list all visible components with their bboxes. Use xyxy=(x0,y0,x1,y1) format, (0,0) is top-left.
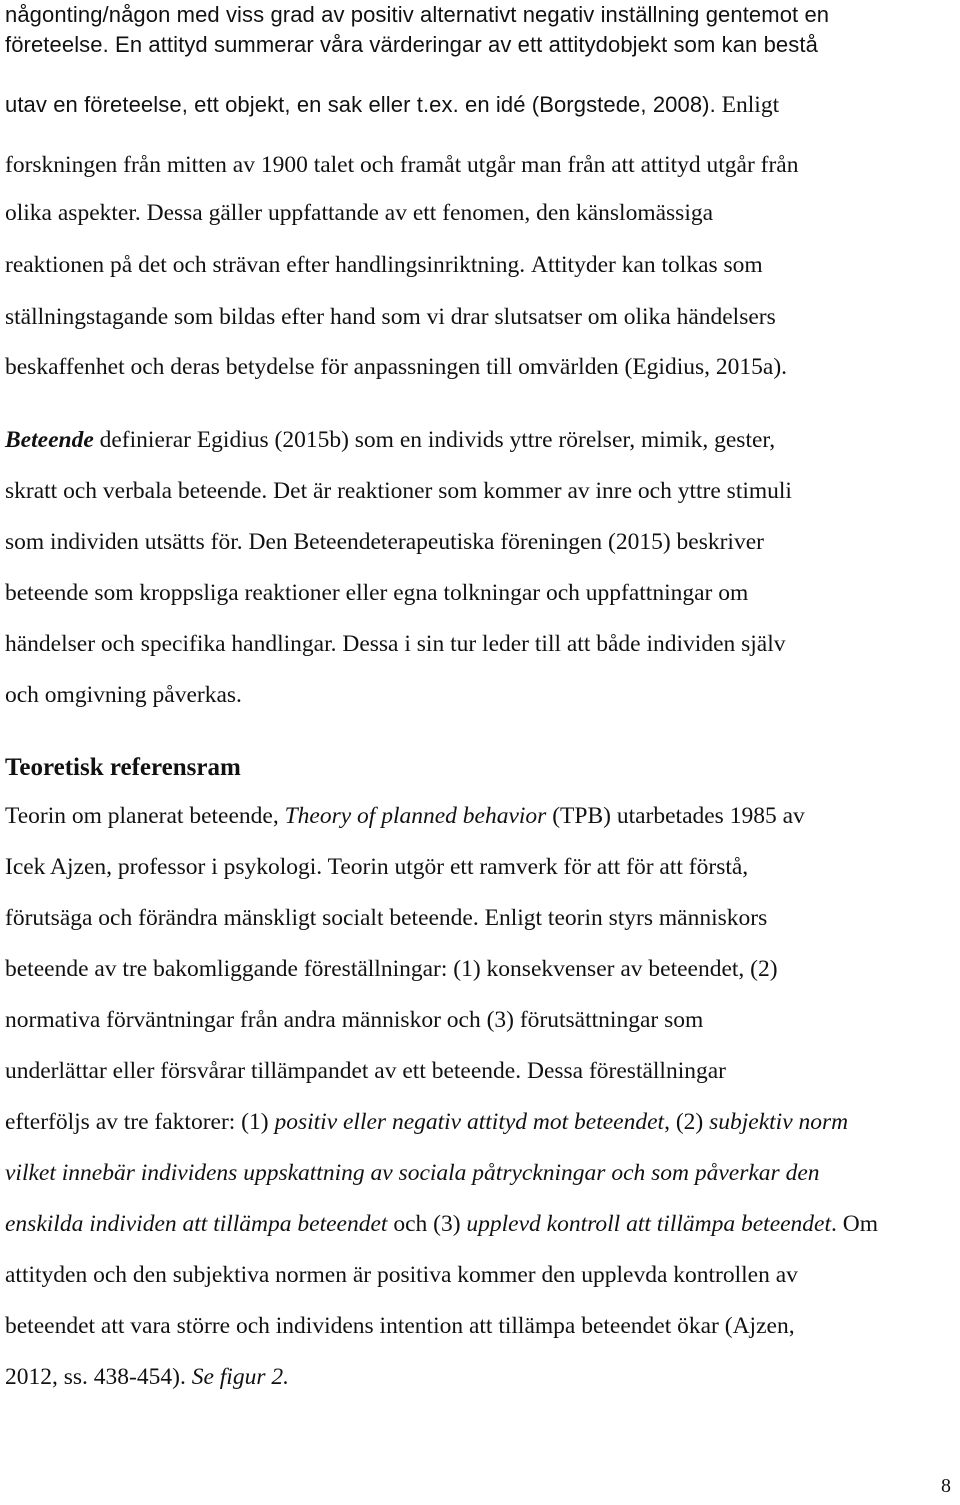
paragraph2-line4: beteende som kroppsliga reaktioner eller egna tolkningar och uppfattningar om xyxy=(5,580,749,606)
p3-l7-a: efterföljs av tre faktorer: (1) xyxy=(5,1109,275,1135)
paragraph1-line8: beskaffenhet och deras betydelse för anpassningen till omvärlden (Egidius, 2015a). xyxy=(5,354,788,380)
p3-l1-b: (TPB) utarbetades 1985 av xyxy=(546,803,805,829)
paragraph2-line5: händelser och specifika handlingar. Dessa i sin tur leder till att både individen själv xyxy=(5,631,786,657)
p3-l1-a: Teorin om planerat beteende, xyxy=(5,803,285,829)
paragraph3-line9 xyxy=(5,1209,878,1239)
paragraph3-line8: vilket innebär individens uppskattning av sociala påtryckningar och som påverkar den xyxy=(5,1160,820,1186)
p3-l7-italic2: subjektiv norm xyxy=(709,1109,849,1135)
paragraph1-line5-text: olika aspekter. xyxy=(5,200,141,226)
p3-l7-italic1: positiv eller negativ attityd mot beteendet xyxy=(274,1109,665,1135)
paragraph1-line6-text: reaktionen på det och strävan efter handlingsinriktning. xyxy=(5,252,526,278)
p3-l9-c: . Om xyxy=(831,1211,879,1237)
paragraph3-line2: Icek Ajzen, professor i psykologi. Teorin utgör ett ramverk för att för att förstå, xyxy=(5,854,749,880)
paragraph3-line7 xyxy=(5,1107,848,1137)
paragraph1-line4: forskningen från mitten av 1900 talet och framåt utgår man från att attityd utgår från xyxy=(5,152,799,178)
paragraph3-line11: beteendet att vara större och individens intention att tillämpa beteendet ökar (Ajzen, xyxy=(5,1313,795,1339)
p3-l9-italic2: upplevd kontroll att tillämpa beteendet xyxy=(466,1211,832,1237)
paragraph1-line6-tail: Attityder kan tolkas som xyxy=(530,252,763,278)
paragraph1-line6 xyxy=(5,250,763,280)
p3-l9-italic1: enskilda individen att tillämpa beteendet xyxy=(5,1211,388,1237)
term-beteende: Beteende xyxy=(5,427,94,453)
paragraph1-line5 xyxy=(5,198,713,228)
paragraph1-line2: företeelse. En attityd summerar våra värderingar av ett attitydobjekt som kan bestå xyxy=(5,32,818,57)
paragraph2-line1-rest: definierar Egidius (2015b) som en individs yttre rörelser, mimik, gester, xyxy=(93,427,776,453)
paragraph2-line2: skratt och verbala beteende. Det är reaktioner som kommer av inre och yttre stimuli xyxy=(5,478,792,504)
paragraph1-line5-tail: Dessa gäller uppfattande av ett fenomen, den känslomässiga xyxy=(146,200,714,226)
paragraph3-line12 xyxy=(5,1362,289,1392)
p3-l9-b: och (3) xyxy=(387,1211,467,1237)
section-heading: Teoretisk referensram xyxy=(5,754,241,781)
paragraph2-line1 xyxy=(5,425,775,455)
p3-l7-b: , (2) xyxy=(664,1109,710,1135)
paragraph3-line6: underlättar eller försvårar tillämpandet av ett beteende. Dessa föreställningar xyxy=(5,1058,726,1084)
paragraph2-line3: som individen utsätts för. Den Beteendeterapeutiska föreningen (2015) beskriver xyxy=(5,529,764,555)
paragraph1-line3-tail: Enligt xyxy=(721,92,780,118)
p3-l1-italic: Theory of planned behavior xyxy=(284,803,547,829)
paragraph2-line6: och omgivning påverkas. xyxy=(5,682,242,708)
figure-reference: Se figur 2. xyxy=(191,1364,289,1390)
paragraph1-line1: någonting/någon med viss grad av positiv alternativt negativ inställning gentemot en xyxy=(5,2,830,27)
paragraph1-line3-text: utav en företeelse, ett objekt, en sak eller t.ex. en idé (Borgstede, 2008). xyxy=(5,92,716,117)
paragraph3-line3: förutsäga och förändra mänskligt socialt beteende. Enligt teorin styrs människors xyxy=(5,905,768,931)
paragraph1-line7: ställningstagande som bildas efter hand som vi drar slutsatser om olika händelsers xyxy=(5,304,776,330)
paragraph3-line5: normativa förväntningar från andra människor och (3) förutsättningar som xyxy=(5,1007,704,1033)
paragraph1-line3 xyxy=(5,90,779,120)
paragraph3-line1 xyxy=(5,801,805,831)
paragraph3-line10: attityden och den subjektiva normen är positiva kommer den upplevda kontrollen av xyxy=(5,1262,798,1288)
p3-l12-a: 2012, ss. 438-454). xyxy=(5,1364,192,1390)
page-number: 8 xyxy=(941,1475,951,1497)
paragraph3-line4: beteende av tre bakomliggande föreställningar: (1) konsekvenser av beteendet, (2) xyxy=(5,956,778,982)
